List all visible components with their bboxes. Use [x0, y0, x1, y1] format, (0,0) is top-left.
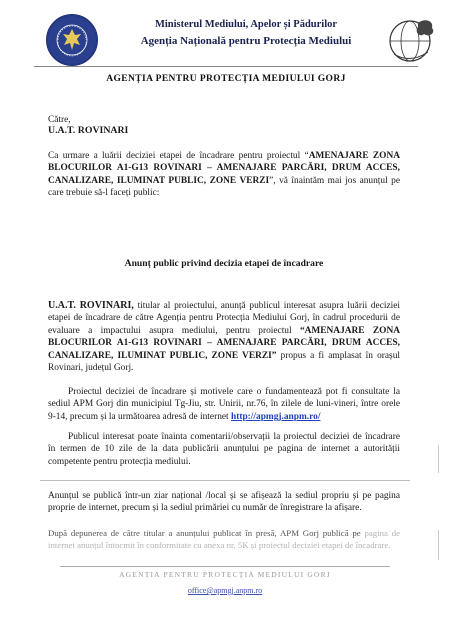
announcement-paragraph-1 — [48, 300, 400, 374]
recipient-salutation: Către, — [48, 115, 71, 125]
header-divider — [34, 66, 418, 67]
par5-visible-text: După depunerea de către titular a anunțului publicat în presă, APM Gorj publică pe — [48, 528, 361, 538]
par1-text-1: titular al proiectului, anunță publicul interesat asupra luării deciziei etapei de încadrare de către Agenția pentru Protecția Mediului Gorj, în cadrul procedurii de evaluare a impactului asupra mediului, pentru proiectul — [48, 301, 401, 336]
intro-paragraph — [48, 150, 400, 200]
intro-text-after: ”, vă înaintăm mai jos anunțul pe care trebuie să-l faceți public: — [48, 175, 400, 199]
recipient-name: U.A.T. ROVINARI — [48, 125, 129, 136]
announcement-paragraph-3: Publicul interesat poate înainta comentarii/observații la proiectul deciziei de încadrare în termen de 10 zile de la data publicării anunțului pe pagina de internet a autorității competente pentru protecția mediului. — [48, 432, 400, 467]
ministry-name: Ministerul Mediului, Apelor și Pădurilor — [154, 19, 338, 30]
intro-project-name: AMENAJARE ZONA BLOCURILOR A1-G13 ROVINARI – AMENAJARE PARCĂRI, DRUM ACCES, CANALIZARE, ILUMINAT PUBLIC, ZONE VERZI — [48, 151, 400, 186]
par1-project-name: “AMENAJARE ZONA BLOCURILOR A1-G13 ROVINARI – AMENAJARE PARCĂRI, DRUM ACCES, CANALIZARE, ILUMINAT PUBLIC, ZONE VERZI” — [48, 325, 400, 361]
publication-paragraph: Anunțul se publică într-un ziar național /local și se afișează la sediul propriu și pe pagina proprie de internet, precum și la sediul primăriei cu număr de înregistrare la afișare. — [48, 491, 400, 514]
footer-agency-name: AGENȚIA PENTRU PROTECȚIA MEDIULUI GORJ — [119, 570, 331, 579]
national-agency-name: Agenția Națională pentru Protecția Mediului — [140, 35, 352, 47]
section-divider — [40, 480, 410, 481]
announcement-paragraph-2 — [48, 386, 400, 423]
anpm-globe-logo — [384, 14, 438, 66]
footer-divider — [60, 566, 390, 567]
announcement-title: Anunț public privind decizia etapei de încadrare — [124, 258, 324, 269]
par5-faded-text: pagina de internet anunțul întocmit în conformitate cu anexa nr. 5K și proiectul deciziei etapei de încadrare. — [48, 528, 400, 550]
intro-text-before: Ca urmare a luării deciziei etapei de încadrare pentru proiectul “ — [48, 151, 309, 161]
project-holder: U.A.T. ROVINARI, — [48, 300, 134, 311]
submission-paragraph — [48, 528, 400, 551]
scan-edge-mark — [438, 445, 439, 473]
apm-website-link[interactable]: http://apmgj.anpm.ro/ — [231, 411, 321, 422]
local-agency-name: AGENȚIA PENTRU PROTECȚIA MEDIULUI GORJ — [106, 74, 346, 84]
par1-text-2: propus a fi amplasat în orașul Rovinari, județul Gorj. — [48, 350, 400, 374]
footer-email-link[interactable]: office@apmgj.anpm.ro — [187, 586, 263, 595]
par2-text: Proiectul deciziei de încadrare și motivele care o fundamentează pot fi consultate la sediul APM Gorj din municipiul Tg-Jiu, str. Unirii, nr.76, în zilele de luni-vineri, între orele 9-14, precum și la următoarea adresă de internet — [48, 387, 400, 422]
government-seal-logo — [46, 14, 98, 66]
scan-edge-mark — [438, 530, 439, 560]
